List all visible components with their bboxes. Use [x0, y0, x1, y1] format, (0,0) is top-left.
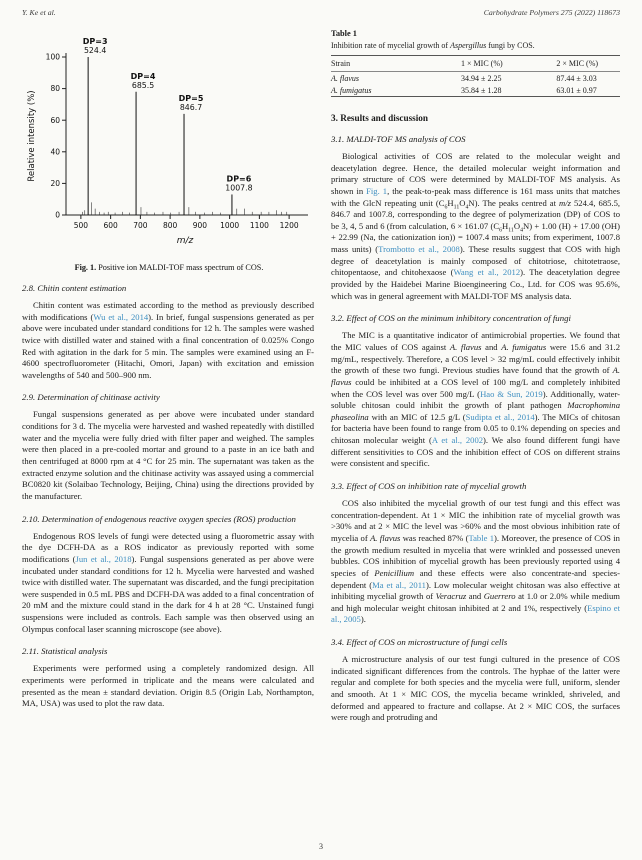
text-segment: A. flavus — [370, 532, 401, 543]
text-segment: N) + 1.00 (H) + 17.00 (OH) + 22.99 (Na, the cationization ion)) = 1007.4 mass units; from experiment, 1007.8 mass units) ( — [331, 220, 621, 255]
text-segment: , the peak-to-peak mass difference is 161 mass units that matches with the GlcN repeating unit (C — [331, 185, 620, 208]
section-3-1 — [331, 134, 620, 302]
table-1-label: Table 1 — [331, 29, 357, 38]
table-1 — [331, 29, 620, 97]
x-tick-label: 600 — [103, 221, 118, 230]
running-head-journal: Carbohydrate Polymers 275 (2022) 118673 — [483, 8, 620, 17]
text-segment: 11 — [508, 227, 514, 234]
y-axis-title: Relative intensity (%) — [27, 90, 37, 182]
citation-link[interactable]: Sudipta et al., 2014 — [465, 411, 535, 422]
citation-link[interactable]: Espino et al., 2005 — [331, 602, 620, 625]
text-segment: at 1.0 or 2.0% while medium and high molecular weight chitosan inhibited at 2 and 1%, respectively ( — [331, 591, 620, 613]
section-2-9 — [22, 392, 314, 502]
peak-dp-label: DP=6 — [226, 174, 252, 184]
peak-dp-label: DP=3 — [82, 37, 108, 46]
section-3-3-heading: 3.3. Effect of COS on inhibition rate of mycelial growth — [331, 481, 527, 492]
x-tick-label: 1200 — [279, 221, 299, 230]
x-tick-label: 900 — [192, 221, 208, 230]
text-segment: A. flavus — [449, 341, 482, 352]
citation-link[interactable]: Table 1 — [468, 532, 495, 543]
strain-cell: A. flavus — [331, 74, 359, 83]
figure-caption-text: Positive ion MALDI-TOF mass spectrum of COS. — [96, 263, 264, 272]
text-segment: Guerrero — [483, 591, 516, 602]
section-2-11-heading: 2.11. Statistical analysis — [22, 646, 108, 657]
section-3-2-heading: 3.2. Effect of COS on the minimum inhibitory concentration of fungi — [331, 313, 571, 324]
section-3-2-paragraph — [331, 330, 620, 470]
right-column — [331, 29, 620, 725]
section-2-8-paragraph — [22, 300, 314, 381]
text-segment: ). Fungal suspensions generated as per above were incubated under standard conditions for 12 h. Mycelia were harvested and washed twice with distilled water. The supernatant was discarded, and the fungi precipitation were suspended in 0.5 mL PBS and DCFH-DA was added to a final concentration of 20 mM and the mixture could stand in the dark for 4 h at 28 °C. Unstained fungi suspensions were included as controls. Each sample was then observed using an Olympus confocal laser scanning microscope (see above). — [22, 553, 314, 634]
text-segment: The MIC is a quantitative indicator of antimicrobial properties. We found that the MIC values of COS against — [331, 330, 620, 352]
text-segment: and — [466, 591, 484, 602]
text-segment: and — [481, 341, 502, 352]
section-3-1-paragraph — [331, 151, 620, 302]
x-axis-title: m/z — [176, 236, 194, 246]
x-tick-label: 1000 — [220, 221, 240, 230]
section-2-9-heading: 2.9. Determination of chitinase activity — [22, 392, 160, 403]
text-segment: Biological activities of COS are related to the molecular weight and deacetylation degree. Hence, the detailed molecular weight information and primary structure of COS were determined by MALDI-TOF MS analysis. As shown in — [331, 151, 620, 196]
text-segment: ). The MICs of chitosan for bacteria have been found to range from 0.05 to 0.1% depending on species and chitosan molecular weight ( — [331, 411, 620, 446]
column-header-1x-mic: 1 × MIC (%) — [461, 56, 556, 72]
text-segment: Aspergillus — [450, 41, 487, 50]
section-2-8 — [22, 283, 314, 381]
text-segment: 4 — [465, 204, 469, 211]
text-segment: Fungal suspensions generated as per above were incubated under standard conditions for 3 d. The mycelia were harvested and washed repeatedly with distilled water and the mycelia were fully dried with filter paper and weighed. The samples were then placed in a pre-cooled mortar and ground to a paste in an ice bath and then centrifuged at 8000 rpm at 4 °C for 25 min. The supernatant was taken as the extracted enzyme solution and the chitinase activity was assayed using a commercial BC0820 kit (Solaibao Technology, Beijing, China) using the directions provided by the manufacturer. — [22, 409, 314, 501]
table-row — [331, 72, 620, 85]
citation-link[interactable]: Wu et al., 2014 — [93, 311, 149, 322]
text-segment: Experiments were performed using a completely randomized design. All experiments were performed in triplicate and the means were calculated and presented as the mean ± standard deviation. Origin 8.5 (Origin Lab, Northampton, MA, USA) was used to plot the raw data. — [22, 663, 314, 709]
y-tick-label: 20 — [50, 179, 60, 188]
text-segment: 6 — [444, 204, 448, 211]
y-tick-label: 0 — [55, 210, 60, 220]
section-2-11 — [22, 646, 314, 710]
section-3-1-heading: 3.1. MALDI-TOF MS analysis of COS — [331, 134, 466, 144]
text-segment: could be inhibited at a COS level of 100 mg/L and completely inhibited when the COS level was over 500 mg/L ( — [331, 376, 620, 399]
text-segment: H — [447, 197, 454, 208]
citation-link[interactable]: Fig. 1 — [366, 185, 388, 196]
peak-dp-label: DP=4 — [130, 71, 156, 81]
text-segment: Chitin content was estimated according to the method as previously described with modifications ( — [22, 300, 314, 322]
text-segment: A. fumigatus — [501, 341, 547, 352]
citation-link[interactable]: Trombotto et al., 2008 — [378, 244, 460, 255]
text-segment: fungi by COS. — [486, 41, 535, 50]
citation-link[interactable]: Hao & Sun, 2019 — [480, 388, 543, 399]
section-2-10 — [22, 514, 314, 636]
results-and-discussion-heading: 3. Results and discussion — [331, 113, 429, 123]
text-segment: COS also inhibited the mycelial growth of our test fungi and this effect was concentration-dependent. At 1 × MIC the inhibition rate of mycelial growth was >30% and at 2 × MIC the level was >60% and the most obvious inhibition rate of mycelia of — [331, 498, 620, 543]
section-3-3 — [331, 481, 620, 626]
text-segment: m/z — [559, 197, 571, 208]
y-tick-label: 80 — [50, 84, 60, 94]
y-tick-label: 40 — [50, 147, 60, 157]
citation-link[interactable]: Jun et al., 2018 — [75, 553, 132, 564]
citation-link[interactable]: A et al., 2002 — [431, 435, 484, 446]
left-column — [22, 29, 314, 725]
text-segment: with an MIC of 12.5 g/L ( — [368, 411, 466, 422]
citation-link[interactable]: Wang et al., 2012 — [453, 267, 521, 278]
column-header-2x-mic: 2 × MIC (%) — [556, 56, 620, 72]
text-segment: ). Low molecular weight chitosan was also effective at inhibiting mycelial growth of — [331, 579, 620, 602]
running-head-authors: Y. Ke et al. — [22, 8, 56, 17]
section-2-11-paragraph — [22, 663, 314, 710]
text-segment: O — [459, 197, 466, 208]
section-3-4-paragraph — [331, 654, 620, 724]
text-segment: were 15.6 and 31.2 mg/mL, respectively. Therefore, a COS level > 32 mg/mL could effectively inhibit the growth of these two fungi. Previous studies have found that the growth of — [331, 341, 620, 376]
inhibition-rate-table — [331, 55, 620, 97]
section-3-3-paragraph — [331, 498, 620, 626]
text-segment: Inhibition rate of mycelial growth of — [331, 41, 451, 50]
table-row — [331, 84, 620, 97]
text-segment: A microstructure analysis of our test fungi cultured in the presence of COS indicated significant differences from the controls. The hyphae of the latter were regular and complete for both species and the mycelia were full, uniform, slender and smooth. At 1 × MIC COS, the mycelia became wrinkled, shriveled, and deformed and appeared to fracture and collapse. At 2 × MIC COS, the surfaces were rough and protruding and — [331, 654, 620, 723]
section-2-10-heading: 2.10. Determination of endogenous reactive oxygen species (ROS) production — [22, 513, 296, 524]
page-number: 3 — [319, 842, 323, 851]
section-3-2 — [331, 313, 620, 470]
citation-link[interactable]: Ma et al., 2011 — [372, 579, 426, 590]
text-segment: 524.4, 685.5, 846.7 and 1007.8, corresponding to the degree of polymerization (DP) of COS to be 3, 4, 5 and 6 (from calculation, 6 × 161.07 (C — [331, 197, 621, 231]
section-3-4 — [331, 637, 620, 724]
text-segment: N). The peaks centred at — [468, 197, 560, 208]
section-3-4-heading: 3.4. Effect of COS on microstructure of fungi cells — [331, 637, 508, 648]
text-segment: A. flavus — [331, 365, 620, 387]
x-tick-label: 700 — [133, 221, 148, 230]
strain-cell: A. fumigatus — [331, 86, 372, 95]
running-head — [0, 0, 642, 17]
y-tick-label: 60 — [50, 115, 60, 125]
text-segment: Endogenous ROS levels of fungi were detected using a fluorometric assay with the dye DCFH-DA as a ROS indicator as previously reported with some modifications ( — [22, 530, 314, 564]
figure-1 — [24, 31, 314, 272]
text-segment: Veracruz — [435, 591, 467, 602]
x-tick-label: 800 — [162, 221, 178, 230]
text-segment: and these effects were also concentrate-and species-dependent ( — [331, 567, 620, 590]
column-header-strain: Strain — [331, 56, 461, 72]
text-segment: 4 — [520, 227, 523, 234]
text-segment: Macrophomina phaseolina — [331, 400, 620, 422]
text-segment: 6 — [499, 227, 503, 234]
text-segment: ). Moreover, the presence of COS in the growth medium resulted in mycelia that were wrinkled and possessed uneven bubbles. COS inhibition of mycelial growth has been previously reported using 4 species of — [331, 532, 620, 578]
text-segment: Penicillium — [374, 567, 415, 578]
peak-mz-label: 524.4 — [83, 46, 107, 55]
peak-mz-label: 685.5 — [131, 80, 155, 90]
text-segment: ). The deacetylation degree provided by the Haidebei Marine Bioengineering Co., Ltd. for COS was 95.6%, which was in general agreement with MALDI-TOF MS analysis data. — [331, 267, 620, 301]
text-segment: ). In brief, fungal suspensions generated as per above were incubated under standard conditions for 12 h. The samples were washed twice with distilled water and stained with a final concentration of 0.025% Congo Red with agitation in the dark for 5 min. The samples were examined using an F-4600 spectrofluorometer (Hitachi, Omori, Japan) with excitation and emission wavelengths of 540 and 500–900 nm. — [22, 311, 314, 380]
section-2-8-heading: 2.8. Chitin content estimation — [22, 283, 127, 293]
mic2-cell: 63.01 ± 0.97 — [556, 86, 597, 95]
section-2-10-paragraph — [22, 531, 314, 636]
figure-caption — [24, 263, 314, 272]
table-1-caption — [331, 41, 620, 50]
text-segment: ). — [360, 614, 366, 625]
peak-mz-label: 846.7 — [179, 102, 203, 112]
text-segment: 11 — [453, 204, 460, 211]
text-segment: was reached 87% ( — [400, 532, 469, 543]
section-2-9-paragraph — [22, 409, 314, 502]
peak-mz-label: 1007.8 — [225, 183, 253, 193]
mic1-cell: 34.94 ± 2.25 — [461, 74, 502, 83]
maldi-tof-spectrum-chart — [24, 31, 316, 255]
table-header-row — [331, 56, 620, 72]
x-tick-label: 1100 — [249, 221, 269, 230]
text-segment: ). These results suggest that COS with high degree of deacetylation is mainly composed of chitotriose, chitotetraose, chitopentaose, and chitohexaose ( — [331, 244, 621, 278]
text-segment: ). We also found different fungi have different sensitivities to COS and the inhibition effect of COS on different strains were consistent and specific. — [331, 435, 620, 469]
mic1-cell: 35.84 ± 1.28 — [461, 86, 502, 95]
y-tick-label: 100 — [45, 52, 60, 62]
mic2-cell: 87.44 ± 3.03 — [556, 74, 597, 83]
text-segment: H — [502, 220, 509, 231]
x-tick-label: 500 — [73, 221, 89, 230]
peak-dp-label: DP=5 — [178, 93, 204, 103]
text-segment: O — [513, 220, 521, 231]
text-segment: ). Additionally, water-soluble chitosan could inhibit the growth of plant pathogen — [331, 388, 621, 411]
figure-caption-label: Fig. 1. — [74, 263, 97, 272]
